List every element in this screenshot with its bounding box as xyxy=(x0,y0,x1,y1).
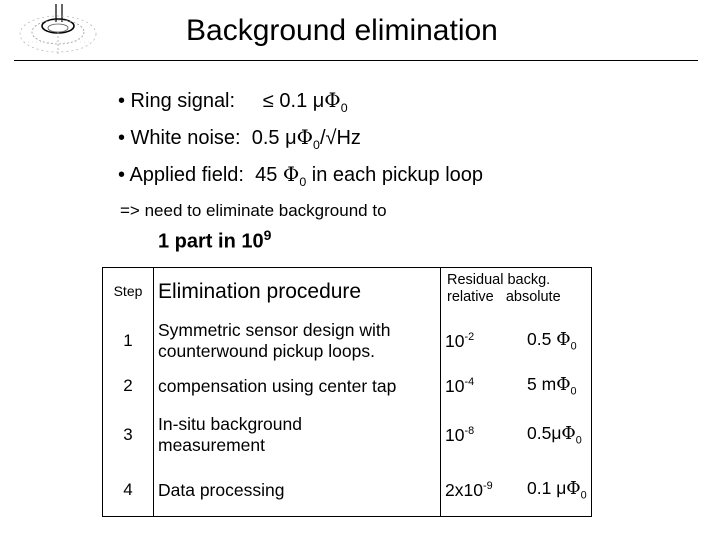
absolute-value: 0.5 $\Phi_0$ xyxy=(527,329,577,353)
procedure-text: compensation using center tap xyxy=(158,375,397,396)
bullet-label: • White noise: xyxy=(118,127,241,149)
bullet-applied-field xyxy=(118,160,483,197)
bullet-suffix: /√Hz xyxy=(319,127,361,149)
bullet-label: • Ring signal: xyxy=(118,90,236,112)
table-row xyxy=(103,316,592,366)
requirement-text: => need to eliminate background to xyxy=(120,201,387,220)
bullet-value: 45 xyxy=(255,164,283,186)
absolute-value: 0.1 $\mu\Phi_0$ xyxy=(527,478,587,502)
step-number: 2 xyxy=(123,376,133,395)
header-residual xyxy=(441,268,592,317)
table-header-row xyxy=(103,268,592,317)
bullet-list xyxy=(118,86,483,197)
table-row xyxy=(103,464,592,517)
elimination-table xyxy=(102,267,592,517)
bullet-label: • Applied field: xyxy=(118,164,244,186)
procedure-text: Symmetric sensor design with counterwound pickup loops. xyxy=(158,320,391,361)
step-number: 1 xyxy=(123,331,133,350)
table-row xyxy=(103,366,592,406)
header-step: Step xyxy=(103,268,154,317)
relative-value: $10^{-8}$ xyxy=(445,424,475,445)
bullet-value: 0.5 μ xyxy=(251,127,297,149)
relative-value: $10^{-2}$ xyxy=(445,330,475,351)
bullet-ring-signal xyxy=(118,86,483,123)
flux-quantum-symbol: Φ xyxy=(296,125,314,149)
step-number: 4 xyxy=(123,480,133,499)
title-divider xyxy=(14,60,698,61)
slide-title: Background elimination xyxy=(186,14,498,47)
header-residual-line1: Residual backg. xyxy=(447,272,551,288)
institution-logo xyxy=(14,2,102,58)
table-row xyxy=(103,406,592,464)
procedure-text: Data processing xyxy=(158,479,285,500)
absolute-value: 5 $m\Phi_0$ xyxy=(527,374,577,398)
bullet-value: ≤ 0.1 μ xyxy=(262,90,325,112)
absolute-value: $0.5\mu\Phi_0$ xyxy=(527,423,582,447)
subscript: 0 xyxy=(299,175,307,189)
step-number: 3 xyxy=(123,425,133,444)
subscript: 0 xyxy=(340,101,348,115)
relative-value: $2x10^{-9}$ xyxy=(445,479,493,500)
flux-quantum-symbol: Φ xyxy=(324,88,341,112)
part-exponent: 9 xyxy=(263,227,272,243)
part-text: 1 part in 10 xyxy=(158,230,264,253)
procedure-text: In-situ background measurement xyxy=(158,414,302,455)
header-residual-line2: relative absolute xyxy=(447,289,561,305)
bullet-suffix: in each pickup loop xyxy=(306,164,484,186)
bullet-white-noise xyxy=(118,123,483,160)
relative-value: $10^{-4}$ xyxy=(445,375,475,396)
requirement-value xyxy=(158,227,271,254)
subscript: 0 xyxy=(313,138,320,152)
flux-quantum-symbol: Φ xyxy=(282,162,300,186)
header-procedure: Elimination procedure xyxy=(154,268,441,317)
